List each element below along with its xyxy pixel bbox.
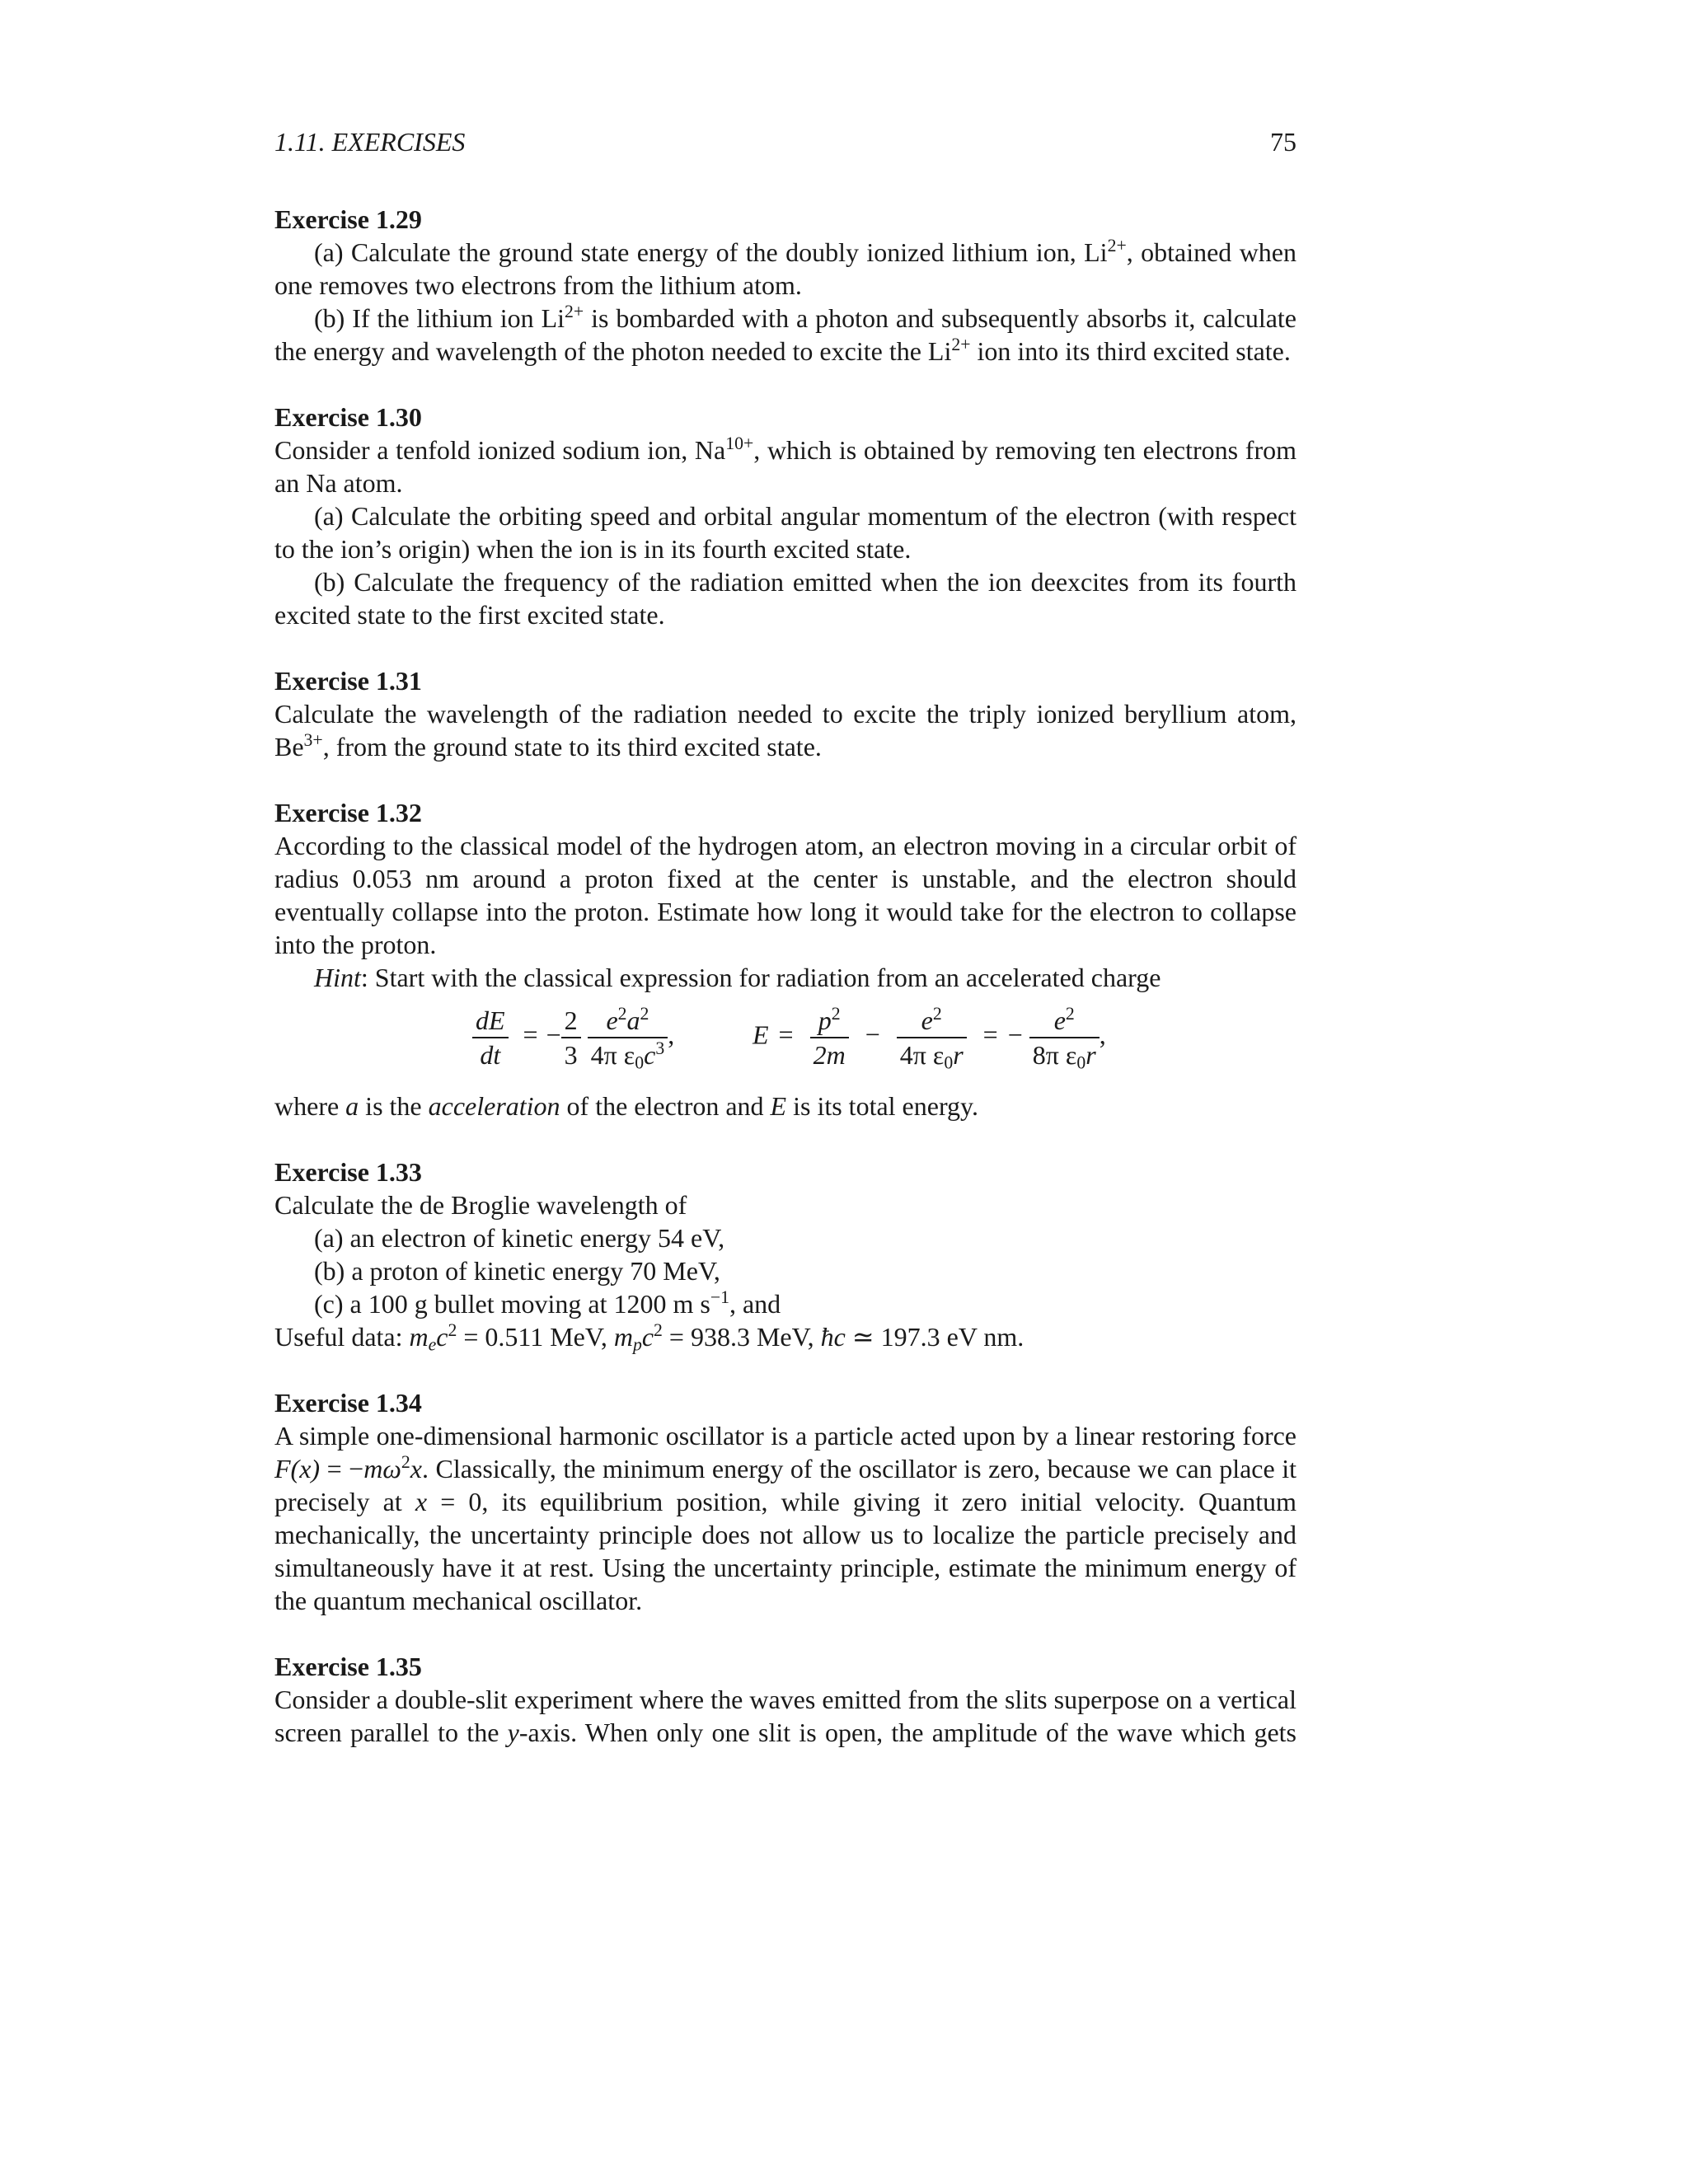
exercise-title: Exercise 1.29 xyxy=(274,204,422,234)
exercise-text: Consider a double-slit experiment where the waves emitted from the slits superpose on a vertical screen parallel to the y-axis. When only one slit is open, the amplitude of the wave which gets xyxy=(274,1685,1297,1747)
exercises-content xyxy=(274,203,1296,1782)
exercise-part-a: (a) an electron of kinetic energy 54 eV, xyxy=(314,1223,725,1253)
equation-right: E = $\frac{p^2}{2m}$ − $\frac{e^2}{4\pi \varepsilon_0r}$ = − $\frac{e^2}{8\pi \varepsilon_0r}$ , xyxy=(753,1004,1106,1073)
exercise-text: A simple one-dimensional harmonic oscillator is a particle acted upon by a linear restoring force $F(x) = -m\omega^2x$. Classically, the minimum energy of the oscillator is zero, because we can place it precisely at x = 0, its equilibrium position, while giving it zero initial velocity. Quantum mechanically, the uncertainty principle does not allow us to localize the particle precisely and simultaneously have it at rest. Using the uncertainty principle, estimate the minimum energy of the quantum mechanical oscillator. xyxy=(274,1421,1297,1615)
section-title: 1.11. EXERCISES xyxy=(274,127,466,157)
hint: Hint: Start with the classical expression for radiation from an accelerated charge xyxy=(314,963,1161,992)
exercise-part-b: (b) a proton of kinetic energy 70 MeV, xyxy=(314,1256,720,1286)
exercise-title: Exercise 1.35 xyxy=(274,1652,422,1681)
exercise-part-b: (b) Calculate the frequency of the radiation emitted when the ion deexcites from its fourth excited state to the first excited state. xyxy=(274,567,1296,630)
page-number: 75 xyxy=(1270,127,1296,157)
exercise-part-a: (a) Calculate the orbiting speed and orbital angular momentum of the electron (with respect to the ion’s origin) when the ion is in its fourth excited state. xyxy=(274,501,1296,564)
equation-explanation: where a is the acceleration of the electron and E is its total energy. xyxy=(274,1091,978,1121)
exercise-text: According to the classical model of the hydrogen atom, an electron moving in a circular orbit of radius 0.053 nm around a proton fixed at the center is unstable, and the electron should eventually collapse into the proton. Estimate how long it would take for the electron to collapse into the proton. xyxy=(274,831,1296,959)
exercise-title: Exercise 1.33 xyxy=(274,1157,422,1187)
exercise-part-b: (b) If the lithium ion $Li^{2+}$ is bombarded with a photon and subsequently absorbs it, calculate the energy and wavelength of the photon needed to excite the $Li^{2+}$ ion into its third excited state. xyxy=(274,302,1297,366)
exercise-part-a: (a) Calculate the ground state energy of the doubly ionized lithium ion, $Li^{2+}$, obtained when one removes two electrons from the lithium atom. xyxy=(274,236,1297,300)
exercise-title: Exercise 1.31 xyxy=(274,666,422,696)
exercise-intro: Calculate the de Broglie wavelength of xyxy=(274,1190,687,1220)
exercise-title: Exercise 1.32 xyxy=(274,798,422,827)
exercise-1-35 xyxy=(274,1650,1296,1749)
equation-left: $\frac{dE}{dt}$ = − $\frac{2}{3}$ $\frac{e^2a^2}{4\pi \varepsilon_0c^3}$ , xyxy=(472,1004,674,1071)
useful-data: Useful data: $m_ec^2 = 0.511$ MeV, $m_pc^2 = 938.3$ MeV, ħc ≃ 197.3 eV nm. xyxy=(274,1320,1025,1355)
exercise-1-33 xyxy=(274,1155,1296,1353)
exercise-1-34 xyxy=(274,1386,1296,1617)
exercise-1-32 xyxy=(274,796,1296,1122)
exercise-text: Calculate the wavelength of the radiation needed to excite the triply ionized beryllium atom, $Be^{3+}$, from the ground state to its third excited state. xyxy=(274,699,1296,762)
exercise-intro: Consider a tenfold ionized sodium ion, $Na^{10+}$, which is obtained by removing ten electrons from an Na atom. xyxy=(274,434,1297,498)
exercise-part-c: (c) a 100 g bullet moving at 1200 m $s^{-1}$, and xyxy=(314,1287,781,1319)
radiation-equation xyxy=(274,997,1296,1088)
exercise-1-30 xyxy=(274,401,1296,631)
running-head xyxy=(274,125,1296,158)
exercise-1-31 xyxy=(274,664,1296,763)
exercise-1-29 xyxy=(274,203,1296,368)
exercise-title: Exercise 1.30 xyxy=(274,402,422,432)
exercise-title: Exercise 1.34 xyxy=(274,1388,422,1418)
